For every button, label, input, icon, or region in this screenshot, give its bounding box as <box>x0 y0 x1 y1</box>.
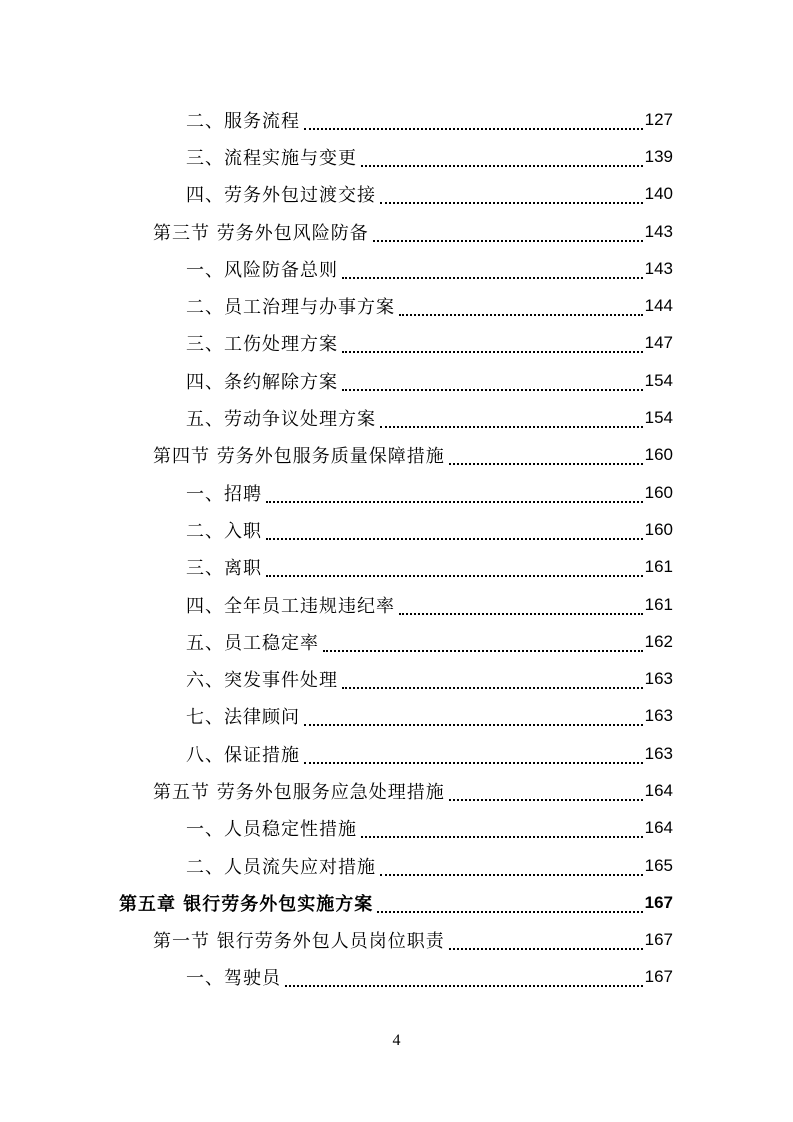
toc-entry-page: 167 <box>644 892 673 912</box>
toc-entry-page: 160 <box>644 482 673 502</box>
toc-item-entry[interactable] <box>0 101 793 138</box>
toc-item-entry[interactable] <box>0 735 793 772</box>
toc-dot-leader <box>449 934 643 950</box>
toc-item-entry[interactable] <box>0 362 793 399</box>
toc-dot-leader <box>342 263 643 279</box>
toc-entry-title: 二、服务流程 <box>186 110 300 132</box>
toc-dot-leader <box>304 114 643 130</box>
toc-entry-page: 143 <box>644 258 673 278</box>
toc-entry-page: 140 <box>644 184 673 204</box>
toc-entry-page: 144 <box>644 296 673 316</box>
toc-item-entry[interactable] <box>0 660 793 697</box>
toc-dot-leader <box>399 599 643 615</box>
toc-item-entry[interactable] <box>0 810 793 847</box>
toc-entry-page: 167 <box>644 967 673 987</box>
toc-entry-page: 161 <box>644 594 673 614</box>
toc-entry-title: 第四节 劳务外包服务质量保障措施 <box>153 446 445 468</box>
toc-entry-title: 七、法律顾问 <box>186 707 300 729</box>
table-of-contents <box>0 101 793 996</box>
toc-dot-leader <box>342 375 643 391</box>
toc-entry-page: 164 <box>644 780 673 800</box>
toc-item-entry[interactable] <box>0 325 793 362</box>
toc-entry-title: 四、条约解除方案 <box>186 371 338 393</box>
toc-entry-page: 164 <box>644 818 673 838</box>
toc-dot-leader <box>361 151 643 167</box>
toc-entry-title: 五、劳动争议处理方案 <box>186 409 376 431</box>
toc-entry-page: 162 <box>644 631 673 651</box>
toc-item-entry[interactable] <box>0 250 793 287</box>
toc-entry-page: 165 <box>644 855 673 875</box>
toc-entry-title: 四、劳务外包过渡交接 <box>186 185 376 207</box>
toc-entry-title: 二、人员流失应对措施 <box>186 856 376 878</box>
toc-section-entry[interactable] <box>0 772 793 809</box>
toc-dot-leader <box>377 897 642 913</box>
toc-entry-page: 163 <box>644 743 673 763</box>
toc-dot-leader <box>266 524 643 540</box>
toc-item-entry[interactable] <box>0 176 793 213</box>
toc-entry-title: 第三节 劳务外包风险防备 <box>153 222 369 244</box>
toc-dot-leader <box>342 337 643 353</box>
toc-item-entry[interactable] <box>0 474 793 511</box>
toc-entry-title: 六、突发事件处理 <box>186 670 338 692</box>
toc-entry-page: 139 <box>644 146 673 166</box>
toc-section-entry[interactable] <box>0 437 793 474</box>
toc-entry-page: 163 <box>644 706 673 726</box>
toc-section-entry[interactable] <box>0 922 793 959</box>
toc-dot-leader <box>449 785 643 801</box>
toc-entry-page: 163 <box>644 669 673 689</box>
toc-entry-title: 一、人员稳定性措施 <box>186 819 357 841</box>
toc-dot-leader <box>449 449 643 465</box>
toc-dot-leader <box>399 300 643 316</box>
toc-item-entry[interactable] <box>0 511 793 548</box>
toc-entry-title: 八、保证措施 <box>186 744 300 766</box>
toc-dot-leader <box>304 748 643 764</box>
toc-entry-page: 160 <box>644 445 673 465</box>
toc-entry-title: 二、员工治理与办事方案 <box>186 297 395 319</box>
toc-dot-leader <box>285 971 643 987</box>
toc-entry-title: 三、工伤处理方案 <box>186 334 338 356</box>
toc-item-entry[interactable] <box>0 549 793 586</box>
toc-entry-page: 143 <box>644 221 673 241</box>
toc-dot-leader <box>304 710 643 726</box>
toc-dot-leader <box>323 636 643 652</box>
toc-chapter-entry[interactable] <box>0 884 793 921</box>
toc-item-entry[interactable] <box>0 586 793 623</box>
toc-dot-leader <box>380 412 643 428</box>
toc-section-entry[interactable] <box>0 213 793 250</box>
toc-entry-page: 167 <box>644 930 673 950</box>
toc-entry-title: 三、流程实施与变更 <box>186 147 357 169</box>
page-number: 4 <box>392 1032 401 1049</box>
toc-dot-leader <box>342 673 643 689</box>
toc-item-entry[interactable] <box>0 959 793 996</box>
toc-entry-title: 第五章 银行劳务外包实施方案 <box>119 893 374 915</box>
toc-entry-title: 一、风险防备总则 <box>186 259 338 281</box>
toc-dot-leader <box>380 860 643 876</box>
toc-item-entry[interactable] <box>0 138 793 175</box>
toc-item-entry[interactable] <box>0 399 793 436</box>
toc-item-entry[interactable] <box>0 698 793 735</box>
toc-entry-title: 三、离职 <box>186 558 262 580</box>
toc-entry-page: 127 <box>644 109 673 129</box>
toc-entry-page: 147 <box>644 333 673 353</box>
toc-entry-page: 154 <box>644 370 673 390</box>
toc-entry-title: 第一节 银行劳务外包人员岗位职责 <box>153 931 445 953</box>
toc-entry-title: 一、驾驶员 <box>186 968 281 990</box>
toc-entry-title: 第五节 劳务外包服务应急处理措施 <box>153 781 445 803</box>
toc-entry-title: 四、全年员工违规违纪率 <box>186 595 395 617</box>
toc-dot-leader <box>361 822 643 838</box>
toc-entry-page: 160 <box>644 519 673 539</box>
toc-dot-leader <box>373 226 643 242</box>
toc-dot-leader <box>266 487 643 503</box>
toc-entry-page: 161 <box>644 557 673 577</box>
toc-dot-leader <box>380 188 643 204</box>
toc-entry-title: 二、入职 <box>186 520 262 542</box>
toc-entry-title: 一、招聘 <box>186 483 262 505</box>
toc-entry-title: 五、员工稳定率 <box>186 632 319 654</box>
toc-item-entry[interactable] <box>0 847 793 884</box>
toc-dot-leader <box>266 561 643 577</box>
toc-item-entry[interactable] <box>0 287 793 324</box>
toc-entry-page: 154 <box>644 408 673 428</box>
toc-item-entry[interactable] <box>0 623 793 660</box>
